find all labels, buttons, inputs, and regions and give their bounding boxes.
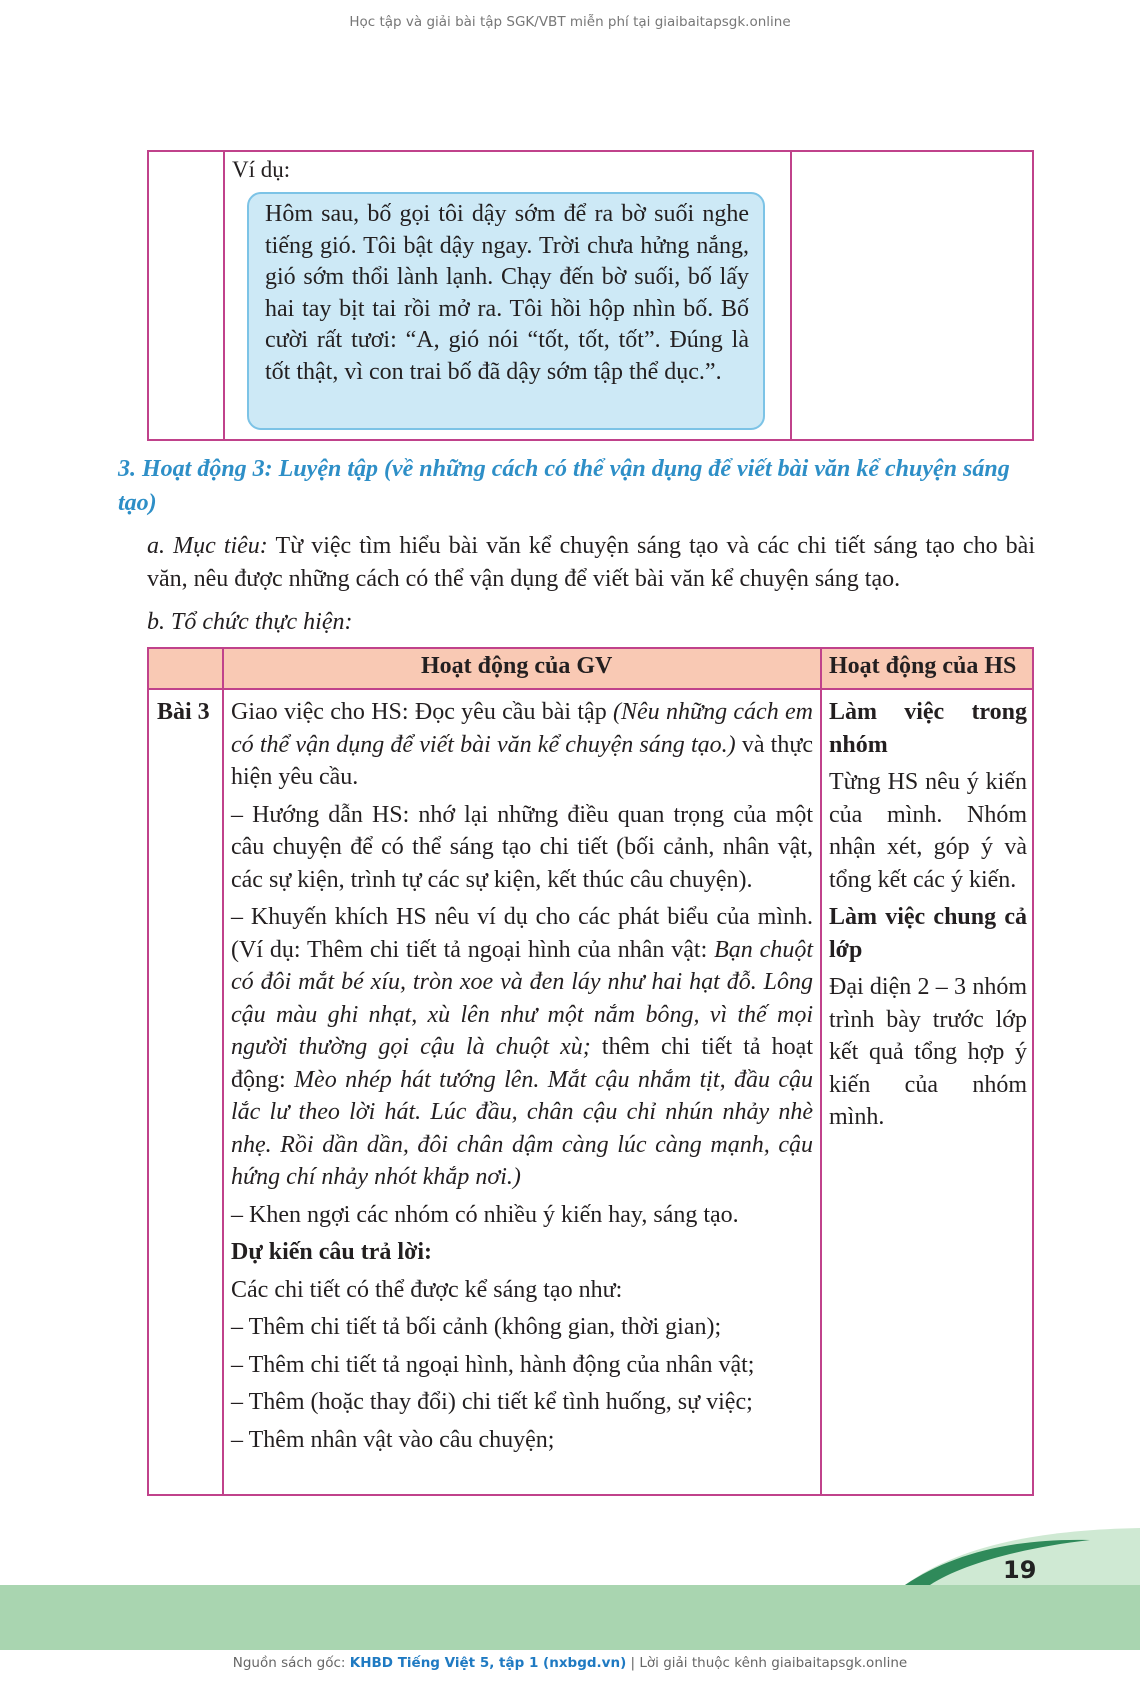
table-divider [820, 649, 822, 1494]
activity-3-heading: 3. Hoạt động 3: Luyện tập (về những cách có thể vận dụng để viết bài văn kể chuyện sáng tạo) [118, 456, 1010, 516]
example-label: Ví dụ: [232, 157, 291, 182]
row-label: Bài 3 [157, 699, 210, 725]
gv-italic-text: Mèo nhép hát tướng lên. Mắt cậu nhắm tịt, đầu cậu lắc lư theo lời hát. Lúc đầu, chân cậu chỉ nhún nhảy nhè nhẹ. Rồi dần dần, đôi chân dậm càng lúc càng mạnh, cậu hứng chí nhảy nhót khắp nơi.) [231, 1066, 814, 1190]
goal-label: a. Mục tiêu: [147, 533, 268, 559]
answer-item: – Thêm chi tiết tả bối cảnh (không gian, thời gian); [231, 1314, 722, 1340]
gv-text: Giao việc cho HS: Đọc yêu cầu bài tập [231, 699, 614, 725]
top-banner: Học tập và giải bài tập SGK/VBT miễn phí tại giaibaitapsgk.online [349, 14, 791, 30]
header-gv: Hoạt động của GV [421, 653, 613, 679]
credit-source-link[interactable]: KHBD Tiếng Việt 5, tập 1 (nxbgd.vn) [349, 1655, 627, 1671]
gv-paragraph: – Hướng dẫn HS: nhớ lại những điều quan trọng của một câu chuyện để có thể sáng tạo chi tiết (bối cảnh, nhân vật, các sự kiện, trình tự các sự kiện, kết thúc câu chuyện). [231, 801, 813, 893]
footer-green-band [0, 1520, 1140, 1650]
gv-cell [231, 696, 813, 1461]
hs-group-label [829, 696, 1027, 761]
hs-group-text: Từng HS nêu ý kiến của mình. Nhóm nhận xét, góp ý và tổng kết các ý kiến. [829, 769, 1027, 893]
header-hs: Hoạt động của HS [829, 653, 1017, 679]
hs-class-label [829, 901, 1027, 966]
hs-class-label-text: Làm việc chung cả lớp [829, 904, 1027, 963]
answer-label-text: Dự kiến câu trả lời: [231, 1239, 433, 1265]
answer-item: – Thêm (hoặc thay đổi) chi tiết kể tình huống, sự việc; [231, 1389, 753, 1415]
page-number: 19 [1003, 1556, 1037, 1584]
example-box [247, 192, 765, 430]
organization-label [147, 606, 1035, 639]
table-divider [790, 152, 792, 439]
table-divider [222, 649, 224, 1494]
goal-text: Từ việc tìm hiểu bài văn kể chuyện sáng tạo và các chi tiết sáng tạo cho bài văn, nêu được những cách có thể vận dụng để viết bài văn kể chuyện sáng tạo. [147, 533, 1035, 592]
bottom-credit [0, 1655, 1140, 1671]
answer-item: – Thêm chi tiết tả ngoại hình, hành động của nhân vật; [231, 1351, 755, 1378]
gv-italic-text: Bạn chuột có đôi mắt bé xíu, tròn xoe và đen láy như hai hạt đỗ. Lông cậu màu ghi nhạt, xù lên như một nắm bông, vì thế mọi người thường gọi cậu là chuột xù; [231, 936, 814, 1060]
table-divider [223, 152, 225, 439]
credit-prefix: Nguồn sách gốc: [232, 1655, 350, 1671]
gv-paragraph: – Khen ngợi các nhóm có nhiều ý kiến hay, sáng tạo. [231, 1201, 739, 1228]
gv-paragraph [231, 901, 813, 1194]
answer-intro: Các chi tiết có thể được kể sáng tạo như: [231, 1276, 623, 1303]
answer-label [231, 1236, 813, 1269]
credit-suffix: Lời giải thuộc kênh giaibaitapsgk.online [639, 1655, 908, 1671]
activity-table [147, 647, 1034, 1496]
gv-text: – Khuyến khích HS nêu ví dụ cho các phát biểu của mình. (Ví dụ: Thêm chi tiết tả ngoại hình của nhân vật: [231, 904, 813, 963]
gv-paragraph [231, 696, 813, 794]
gv-text: và thực hiện yêu cầu. [231, 731, 814, 790]
goal-paragraph [147, 530, 1035, 596]
example-text: Hôm sau, bố gọi tôi dậy sớm để ra bờ suối nghe tiếng gió. Tôi bật dậy ngay. Trời chưa hửng nắng, gió sớm thổi lành lạnh. Chạy đến bờ suối, bố lấy hai tay bịt tai rồi mở ra. Tôi hồi hộp nhìn bố. Bố cười rất tươi: “A, gió nói “tốt, tốt, tốt”. Đúng là tốt thật, vì con trai bố đã dậy sớm tập thể dục.”. [265, 201, 749, 385]
hs-cell [829, 696, 1027, 1139]
gv-text: thêm chi tiết tả hoạt động: [231, 1034, 813, 1093]
hs-class-text: Đại diện 2 – 3 nhóm trình bày trước lớp kết quả tổng hợp ý kiến của nhóm mình. [829, 974, 1027, 1130]
gv-italic-text: (Nêu những cách em có thể vận dụng để viết bài văn kể chuyện sáng tạo.) [231, 699, 813, 758]
organization-label-text: b. Tổ chức thực hiện: [147, 609, 353, 635]
hs-group-label-text: Làm việc trong nhóm [829, 699, 1027, 758]
credit-separator: | [626, 1655, 640, 1671]
answer-item: – Thêm nhân vật vào câu chuyện; [231, 1426, 555, 1453]
